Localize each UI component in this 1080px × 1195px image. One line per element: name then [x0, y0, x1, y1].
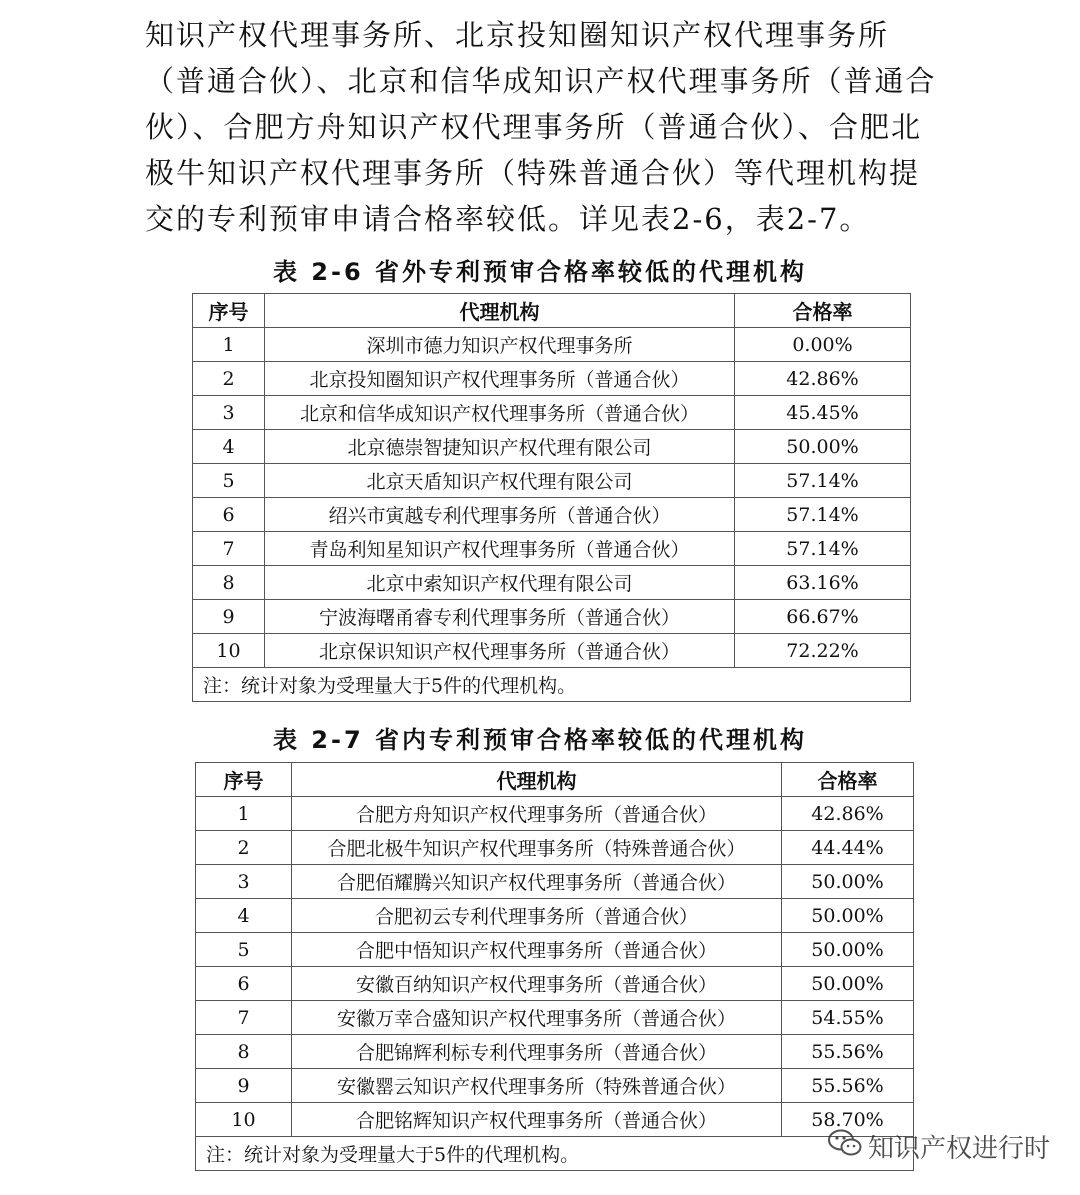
cell-agency: 青岛利知星知识产权代理事务所（普通合伙）: [265, 532, 735, 566]
cell-index: 9: [193, 600, 265, 634]
cell-index: 1: [193, 328, 265, 362]
cell-agency: 合肥方舟知识产权代理事务所（普通合伙）: [292, 797, 782, 831]
cell-pass-rate: 58.70%: [782, 1103, 914, 1137]
table-row: [193, 532, 911, 566]
cell-pass-rate: 50.00%: [782, 967, 914, 1001]
table-note-row: [193, 668, 911, 702]
cell-pass-rate: 44.44%: [782, 831, 914, 865]
cell-index: 2: [193, 362, 265, 396]
cell-pass-rate: 63.16%: [735, 566, 911, 600]
cell-pass-rate: 42.86%: [782, 797, 914, 831]
cell-index: 7: [193, 532, 265, 566]
cell-index: 6: [196, 967, 292, 1001]
cell-index: 3: [193, 396, 265, 430]
cell-pass-rate: 66.67%: [735, 600, 911, 634]
table-row: [196, 1001, 914, 1035]
cell-agency: 北京天盾知识产权代理有限公司: [265, 464, 735, 498]
cell-pass-rate: 54.55%: [782, 1001, 914, 1035]
cell-agency: 北京中索知识产权代理有限公司: [265, 566, 735, 600]
cell-agency: 绍兴市寅越专利代理事务所（普通合伙）: [265, 498, 735, 532]
table-note-row: [196, 1137, 914, 1171]
table-row: [196, 797, 914, 831]
cell-agency: 北京保识知识产权代理事务所（普通合伙）: [265, 634, 735, 668]
table-row: [193, 464, 911, 498]
table-inside-province: [195, 762, 914, 1171]
cell-index: 10: [196, 1103, 292, 1137]
table-note: 注：统计对象为受理量大于5件的代理机构。: [193, 668, 911, 702]
table-row: [196, 967, 914, 1001]
cell-agency: 宁波海曙甬睿专利代理事务所（普通合伙）: [265, 600, 735, 634]
cell-pass-rate: 72.22%: [735, 634, 911, 668]
table-row: [196, 831, 914, 865]
header-pass-rate: 合格率: [782, 763, 914, 797]
body-paragraph: 知识产权代理事务所、北京投知圈知识产权代理事务所（普通合伙）、北京和信华成知识产权代理事务所（普通合伙）、合肥方舟知识产权代理事务所（普通合伙）、合肥北极牛知识产权代理事务所（特殊普通合伙）等代理机构提交的专利预审申请合格率较低。详见表2-6，表2-7。: [145, 18, 937, 236]
watermark: [828, 1128, 1050, 1165]
cell-pass-rate: 0.00%: [735, 328, 911, 362]
cell-index: 4: [193, 430, 265, 464]
table-note: 注：统计对象为受理量大于5件的代理机构。: [196, 1137, 914, 1171]
table-row: [196, 865, 914, 899]
cell-pass-rate: 50.00%: [782, 865, 914, 899]
table-row: [193, 634, 911, 668]
cell-index: 4: [196, 899, 292, 933]
cell-agency: 合肥中悟知识产权代理事务所（普通合伙）: [292, 933, 782, 967]
header-agency: 代理机构: [292, 763, 782, 797]
table-row: [193, 362, 911, 396]
cell-index: 1: [196, 797, 292, 831]
header-agency: 代理机构: [265, 294, 735, 328]
table-row: [196, 1035, 914, 1069]
cell-agency: 合肥铭辉知识产权代理事务所（普通合伙）: [292, 1103, 782, 1137]
wechat-icon: [828, 1129, 862, 1164]
cell-pass-rate: 55.56%: [782, 1069, 914, 1103]
header-pass-rate: 合格率: [735, 294, 911, 328]
table2-caption: 表 2-7 省内专利预审合格率较低的代理机构: [272, 726, 808, 754]
table-row: [193, 600, 911, 634]
cell-index: 5: [196, 933, 292, 967]
cell-agency: 合肥北极牛知识产权代理事务所（特殊普通合伙）: [292, 831, 782, 865]
cell-index: 10: [193, 634, 265, 668]
cell-agency: 北京投知圈知识产权代理事务所（普通合伙）: [265, 362, 735, 396]
table-row: [193, 566, 911, 600]
table-row: [193, 328, 911, 362]
table-row: [196, 899, 914, 933]
cell-agency: 北京德崇智捷知识产权代理有限公司: [265, 430, 735, 464]
cell-index: 8: [196, 1035, 292, 1069]
cell-agency: 安徽百纳知识产权代理事务所（普通合伙）: [292, 967, 782, 1001]
cell-pass-rate: 50.00%: [782, 899, 914, 933]
table-row: [193, 396, 911, 430]
cell-pass-rate: 50.00%: [735, 430, 911, 464]
cell-agency: 合肥锦辉利标专利代理事务所（普通合伙）: [292, 1035, 782, 1069]
cell-index: 5: [193, 464, 265, 498]
cell-index: 3: [196, 865, 292, 899]
cell-pass-rate: 55.56%: [782, 1035, 914, 1069]
watermark-text: 知识产权进行时: [867, 1134, 1050, 1164]
cell-pass-rate: 42.86%: [735, 362, 911, 396]
header-index: 序号: [193, 294, 265, 328]
cell-pass-rate: 57.14%: [735, 498, 911, 532]
table-row: [196, 933, 914, 967]
cell-agency: 深圳市德力知识产权代理事务所: [265, 328, 735, 362]
cell-agency: 北京和信华成知识产权代理事务所（普通合伙）: [265, 396, 735, 430]
cell-agency: 安徽罂云知识产权代理事务所（特殊普通合伙）: [292, 1069, 782, 1103]
cell-index: 7: [196, 1001, 292, 1035]
table-outside-province: [192, 293, 911, 702]
cell-agency: 合肥初云专利代理事务所（普通合伙）: [292, 899, 782, 933]
cell-index: 9: [196, 1069, 292, 1103]
cell-index: 8: [193, 566, 265, 600]
table-header-row: [193, 294, 911, 328]
table-row: [193, 498, 911, 532]
cell-agency: 安徽万幸合盛知识产权代理事务所（普通合伙）: [292, 1001, 782, 1035]
cell-pass-rate: 45.45%: [735, 396, 911, 430]
table-row: [196, 1103, 914, 1137]
header-index: 序号: [196, 763, 292, 797]
cell-pass-rate: 57.14%: [735, 464, 911, 498]
cell-pass-rate: 57.14%: [735, 532, 911, 566]
cell-agency: 合肥佰耀腾兴知识产权代理事务所（普通合伙）: [292, 865, 782, 899]
table1-caption: 表 2-6 省外专利预审合格率较低的代理机构: [272, 258, 808, 286]
table-row: [193, 430, 911, 464]
cell-index: 6: [193, 498, 265, 532]
table-header-row: [196, 763, 914, 797]
table-row: [196, 1069, 914, 1103]
cell-index: 2: [196, 831, 292, 865]
cell-pass-rate: 50.00%: [782, 933, 914, 967]
